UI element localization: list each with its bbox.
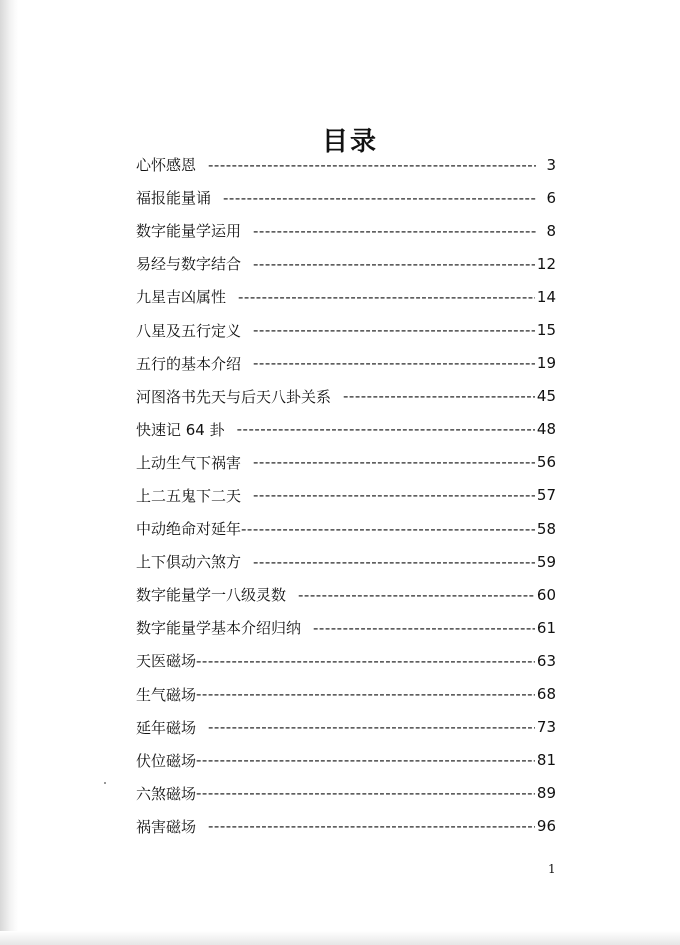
toc-entry[interactable] (136, 578, 556, 611)
toc-entry-label: 延年磁场 (136, 718, 197, 737)
toc-dot-leader (241, 520, 535, 538)
toc-dot-leader (196, 751, 535, 769)
scan-speck (104, 782, 106, 784)
toc-entry-page: 12 (536, 254, 556, 273)
toc-dot-leader (253, 222, 536, 240)
toc-entry[interactable] (136, 711, 556, 744)
toc-entry[interactable] (136, 446, 556, 479)
toc-dot-leader (313, 619, 535, 637)
toc-entry[interactable] (136, 313, 556, 346)
toc-entry-page: 89 (536, 784, 556, 803)
toc-dot-leader (253, 321, 535, 339)
toc-entry-page: 19 (536, 354, 556, 373)
toc-entry-label: 生气磁场 (136, 685, 197, 704)
toc-entry[interactable] (136, 744, 556, 777)
toc-entry[interactable] (136, 148, 556, 181)
toc-entry-label: 河图洛书先天与后天八卦关系 (136, 387, 332, 406)
toc-entry-page: 6 (546, 188, 556, 207)
toc-entry-label: 九星吉凶属性 (136, 288, 227, 307)
toc-entry[interactable] (136, 644, 556, 677)
toc-entry-page: 3 (546, 155, 556, 174)
toc-entry-page: 48 (536, 420, 556, 439)
toc-entry-page: 61 (536, 618, 556, 637)
toc-entry-label: 伏位磁场 (136, 751, 197, 770)
page-number: 1 (548, 862, 556, 876)
toc-entry-page: 96 (536, 817, 556, 836)
toc-entry-label: 五行的基本介绍 (136, 354, 242, 373)
toc-entry-page: 59 (536, 552, 556, 571)
toc-entry-page: 58 (536, 519, 556, 538)
toc-entry[interactable] (136, 413, 556, 446)
toc-entry-label: 上下俱动六煞方 (136, 553, 242, 572)
toc-entry-label: 快速记 64 卦 (136, 420, 225, 439)
toc-dot-leader (223, 189, 536, 207)
toc-entry-label: 心怀感恩 (136, 156, 197, 175)
toc-entry-page: 14 (536, 287, 556, 306)
toc-entry-label: 中动绝命对延年 (136, 520, 242, 539)
scan-bottom-edge-shadow (0, 931, 680, 945)
toc-dot-leader (196, 784, 535, 802)
toc-entry-page: 60 (536, 585, 556, 604)
toc-entry-label: 八星及五行定义 (136, 321, 242, 340)
toc-entry-page: 45 (536, 387, 556, 406)
toc-dot-leader (208, 718, 535, 736)
toc-dot-leader (343, 387, 535, 405)
toc-entry-page: 57 (536, 486, 556, 505)
toc-dot-leader (196, 685, 535, 703)
toc-entry-label: 天医磁场 (136, 652, 197, 671)
toc-entry-label: 福报能量诵 (136, 189, 212, 208)
toc-entry[interactable] (136, 247, 556, 280)
toc-entry-page: 81 (536, 751, 556, 770)
toc-dot-leader (196, 652, 535, 670)
toc-entry[interactable] (136, 678, 556, 711)
toc-entry[interactable] (136, 611, 556, 644)
toc-entry[interactable] (136, 280, 556, 313)
toc-dot-leader (208, 156, 536, 174)
toc-dot-leader (298, 586, 535, 604)
table-of-contents (136, 148, 556, 843)
toc-dot-leader (253, 354, 535, 372)
toc-entry-page: 68 (536, 685, 556, 704)
toc-entry-label: 上二五鬼下二天 (136, 486, 242, 505)
toc-dot-leader (237, 420, 535, 438)
toc-entry-label: 数字能量学一八级灵数 (136, 586, 287, 605)
toc-entry-label: 数字能量学运用 (136, 222, 242, 241)
page-title: 目录 (321, 127, 378, 158)
toc-entry[interactable] (136, 181, 556, 214)
toc-entry-page: 15 (536, 321, 556, 340)
toc-entry-page: 73 (536, 718, 556, 737)
toc-entry-page: 63 (536, 651, 556, 670)
toc-entry[interactable] (136, 777, 556, 810)
toc-entry[interactable] (136, 214, 556, 247)
toc-entry[interactable] (136, 347, 556, 380)
toc-entry-label: 祸害磁场 (136, 817, 197, 836)
toc-dot-leader (253, 255, 535, 273)
toc-dot-leader (253, 453, 535, 471)
toc-entry-label: 易经与数字结合 (136, 255, 242, 274)
toc-dot-leader (253, 486, 535, 504)
toc-dot-leader (208, 817, 535, 835)
toc-dot-leader (253, 553, 535, 571)
toc-entry[interactable] (136, 479, 556, 512)
toc-entry-label: 上动生气下祸害 (136, 453, 242, 472)
toc-entry-page: 8 (546, 221, 556, 240)
toc-entry-label: 六煞磁场 (136, 784, 197, 803)
toc-dot-leader (238, 288, 535, 306)
toc-entry[interactable] (136, 380, 556, 413)
toc-entry-label: 数字能量学基本介绍归纳 (136, 619, 302, 638)
toc-entry[interactable] (136, 810, 556, 843)
toc-entry-page: 56 (536, 453, 556, 472)
toc-entry[interactable] (136, 545, 556, 578)
toc-entry[interactable] (136, 512, 556, 545)
